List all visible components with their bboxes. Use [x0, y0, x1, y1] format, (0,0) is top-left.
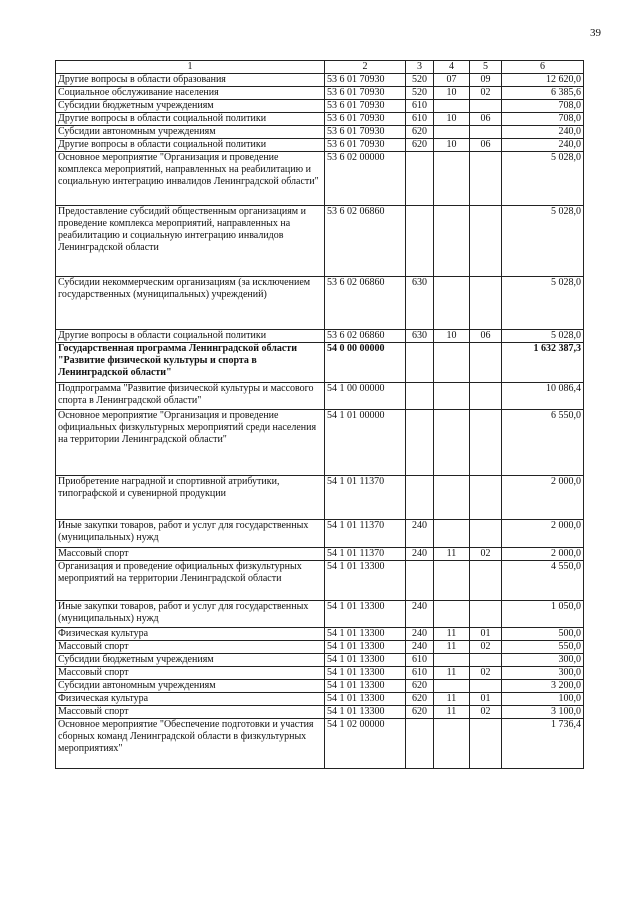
- amount: 3 100,0: [502, 706, 584, 719]
- subsection-code: 09: [470, 74, 502, 87]
- subsection-code: 06: [470, 139, 502, 152]
- expense-type-code: 620: [406, 139, 434, 152]
- row-name: Массовый спорт: [56, 548, 325, 561]
- row-name: Субсидии бюджетным учреждениям: [56, 100, 325, 113]
- expense-type-code: 620: [406, 126, 434, 139]
- table-row: [56, 383, 584, 410]
- table-row: [56, 476, 584, 520]
- subsection-code: [470, 100, 502, 113]
- budget-code: 54 1 01 11370: [325, 548, 406, 561]
- table-row: [56, 100, 584, 113]
- subsection-code: [470, 277, 502, 330]
- page-number: 39: [590, 27, 601, 39]
- subsection-code: [470, 476, 502, 520]
- section-code: [434, 601, 470, 628]
- section-code: [434, 719, 470, 769]
- subsection-code: [470, 206, 502, 277]
- amount: 4 550,0: [502, 561, 584, 601]
- subsection-code: [470, 520, 502, 548]
- amount: 3 200,0: [502, 680, 584, 693]
- table-row: [56, 548, 584, 561]
- column-number-header: 6: [502, 61, 584, 74]
- expense-type-code: 610: [406, 654, 434, 667]
- table-row: [56, 74, 584, 87]
- table-row: [56, 561, 584, 601]
- section-code: [434, 476, 470, 520]
- budget-code: 54 1 01 13300: [325, 601, 406, 628]
- subsection-code: 06: [470, 330, 502, 343]
- expense-type-code: 240: [406, 601, 434, 628]
- subsection-code: [470, 152, 502, 206]
- row-name: Субсидии автономным учреждениям: [56, 126, 325, 139]
- subsection-code: [470, 383, 502, 410]
- subsection-code: 02: [470, 641, 502, 654]
- table-row: [56, 706, 584, 719]
- amount: 100,0: [502, 693, 584, 706]
- expense-type-code: 610: [406, 667, 434, 680]
- budget-code: 53 6 01 70930: [325, 100, 406, 113]
- budget-code: 54 1 01 11370: [325, 520, 406, 548]
- subsection-code: [470, 601, 502, 628]
- amount: 5 028,0: [502, 206, 584, 277]
- budget-code: 54 1 01 13300: [325, 654, 406, 667]
- amount: 708,0: [502, 113, 584, 126]
- table-row: [56, 520, 584, 548]
- expense-type-code: 520: [406, 87, 434, 100]
- table-header-row: [56, 61, 584, 74]
- amount: 240,0: [502, 126, 584, 139]
- amount: 240,0: [502, 139, 584, 152]
- row-name: Иные закупки товаров, работ и услуг для государственных (муниципальных) нужд: [56, 601, 325, 628]
- table-row: [56, 206, 584, 277]
- subsection-code: 02: [470, 706, 502, 719]
- subsection-code: [470, 126, 502, 139]
- row-name: Субсидии некоммерческим организациям (за исключением государственных (муниципальных) учреждений): [56, 277, 325, 330]
- row-name: Социальное обслуживание населения: [56, 87, 325, 100]
- expense-type-code: [406, 152, 434, 206]
- column-number-header: 5: [470, 61, 502, 74]
- section-code: [434, 126, 470, 139]
- subsection-code: [470, 410, 502, 476]
- section-code: 11: [434, 548, 470, 561]
- amount: 5 028,0: [502, 277, 584, 330]
- expense-type-code: 620: [406, 706, 434, 719]
- subsection-code: [470, 719, 502, 769]
- amount: 500,0: [502, 628, 584, 641]
- subsection-code: 02: [470, 667, 502, 680]
- expense-type-code: 620: [406, 680, 434, 693]
- budget-code: 54 1 01 13300: [325, 641, 406, 654]
- section-code: 11: [434, 706, 470, 719]
- amount: 12 620,0: [502, 74, 584, 87]
- subsection-code: [470, 654, 502, 667]
- amount: 1 736,4: [502, 719, 584, 769]
- subsection-code: [470, 561, 502, 601]
- table-row: [56, 330, 584, 343]
- section-code: 11: [434, 628, 470, 641]
- row-name: Государственная программа Ленинградской области "Развитие физической культуры и спорта в Ленинградской области": [56, 343, 325, 383]
- budget-code: 54 1 01 13300: [325, 561, 406, 601]
- amount: 6 385,6: [502, 87, 584, 100]
- section-code: 07: [434, 74, 470, 87]
- amount: 5 028,0: [502, 152, 584, 206]
- section-code: 11: [434, 641, 470, 654]
- budget-code: 54 1 01 11370: [325, 476, 406, 520]
- expense-type-code: [406, 561, 434, 601]
- subsection-code: 06: [470, 113, 502, 126]
- row-name: Предоставление субсидий общественным организациям и проведение комплекса мероприятий, направленных на реабилитацию и социальную интеграцию инвалидов Ленинградской области: [56, 206, 325, 277]
- column-number-header: 1: [56, 61, 325, 74]
- budget-code: 53 6 02 06860: [325, 277, 406, 330]
- budget-code: 54 1 02 00000: [325, 719, 406, 769]
- expense-type-code: [406, 383, 434, 410]
- budget-code: 54 1 01 13300: [325, 667, 406, 680]
- amount: 2 000,0: [502, 548, 584, 561]
- budget-code: 54 1 01 13300: [325, 680, 406, 693]
- section-code: 10: [434, 87, 470, 100]
- amount: 6 550,0: [502, 410, 584, 476]
- table-row: [56, 680, 584, 693]
- section-code: [434, 680, 470, 693]
- table-row: [56, 277, 584, 330]
- section-code: [434, 152, 470, 206]
- table-row: [56, 719, 584, 769]
- table-row: [56, 628, 584, 641]
- section-code: [434, 520, 470, 548]
- subsection-code: [470, 343, 502, 383]
- subsection-code: 02: [470, 548, 502, 561]
- row-name: Организация и проведение официальных физкультурных мероприятий на территории Ленинградской области: [56, 561, 325, 601]
- budget-code: 53 6 01 70930: [325, 113, 406, 126]
- row-name: Физическая культура: [56, 628, 325, 641]
- amount: 550,0: [502, 641, 584, 654]
- expense-type-code: 610: [406, 100, 434, 113]
- table-row: [56, 126, 584, 139]
- table-row: [56, 139, 584, 152]
- row-name: Основное мероприятие "Организация и проведение комплекса мероприятий, направленных на реабилитацию и социальную интеграцию инвалидов Ленинградской области": [56, 152, 325, 206]
- section-code: [434, 654, 470, 667]
- amount: 1 050,0: [502, 601, 584, 628]
- section-code: [434, 206, 470, 277]
- expense-type-code: [406, 206, 434, 277]
- expense-type-code: 610: [406, 113, 434, 126]
- row-name: Субсидии автономным учреждениям: [56, 680, 325, 693]
- amount: 300,0: [502, 654, 584, 667]
- budget-code: 53 6 02 00000: [325, 152, 406, 206]
- amount: 10 086,4: [502, 383, 584, 410]
- row-name: Приобретение наградной и спортивной атрибутики, типографской и сувенирной продукции: [56, 476, 325, 520]
- table-row: [56, 113, 584, 126]
- expense-type-code: 240: [406, 548, 434, 561]
- row-name: Подпрограмма "Развитие физической культуры и массового спорта в Ленинградской области": [56, 383, 325, 410]
- amount: 2 000,0: [502, 520, 584, 548]
- expense-type-code: 240: [406, 520, 434, 548]
- section-code: [434, 383, 470, 410]
- budget-code: 53 6 01 70930: [325, 87, 406, 100]
- budget-code: 54 0 00 00000: [325, 343, 406, 383]
- budget-code: 53 6 02 06860: [325, 330, 406, 343]
- row-name: Массовый спорт: [56, 641, 325, 654]
- row-name: Массовый спорт: [56, 667, 325, 680]
- budget-code: 53 6 01 70930: [325, 126, 406, 139]
- section-code: [434, 343, 470, 383]
- table-row: [56, 667, 584, 680]
- budget-code: 53 6 01 70930: [325, 74, 406, 87]
- row-name: Субсидии бюджетным учреждениям: [56, 654, 325, 667]
- budget-code: 54 1 01 13300: [325, 693, 406, 706]
- amount: 5 028,0: [502, 330, 584, 343]
- row-name: Другие вопросы в области социальной политики: [56, 113, 325, 126]
- column-number-header: 4: [434, 61, 470, 74]
- amount: 2 000,0: [502, 476, 584, 520]
- expense-type-code: 240: [406, 628, 434, 641]
- expense-type-code: 520: [406, 74, 434, 87]
- section-code: [434, 410, 470, 476]
- amount: 1 632 387,3: [502, 343, 584, 383]
- budget-code: 54 1 01 13300: [325, 628, 406, 641]
- row-name: Массовый спорт: [56, 706, 325, 719]
- section-code: 10: [434, 330, 470, 343]
- table-row: [56, 693, 584, 706]
- subsection-code: 01: [470, 628, 502, 641]
- table-row: [56, 87, 584, 100]
- section-code: [434, 277, 470, 330]
- table-row: [56, 601, 584, 628]
- expense-type-code: [406, 719, 434, 769]
- row-name: Основное мероприятие "Обеспечение подготовки и участия сборных команд Ленинградской области в физкультурных мероприятиях": [56, 719, 325, 769]
- section-code: 10: [434, 113, 470, 126]
- expense-type-code: 240: [406, 641, 434, 654]
- column-number-header: 3: [406, 61, 434, 74]
- table-row: [56, 410, 584, 476]
- table-row: [56, 152, 584, 206]
- row-name: Физическая культура: [56, 693, 325, 706]
- expense-type-code: [406, 476, 434, 520]
- amount: 300,0: [502, 667, 584, 680]
- column-number-header: 2: [325, 61, 406, 74]
- expense-type-code: 630: [406, 277, 434, 330]
- section-code: [434, 561, 470, 601]
- amount: 708,0: [502, 100, 584, 113]
- expense-type-code: [406, 343, 434, 383]
- row-name: Другие вопросы в области социальной политики: [56, 139, 325, 152]
- expense-type-code: 620: [406, 693, 434, 706]
- budget-code: 54 1 00 00000: [325, 383, 406, 410]
- budget-code: 54 1 01 13300: [325, 706, 406, 719]
- table-row: [56, 654, 584, 667]
- budget-code: 53 6 01 70930: [325, 139, 406, 152]
- expense-type-code: 630: [406, 330, 434, 343]
- subsection-code: 01: [470, 693, 502, 706]
- budget-table: [55, 60, 584, 769]
- section-code: 11: [434, 693, 470, 706]
- row-name: Другие вопросы в области социальной политики: [56, 330, 325, 343]
- budget-code: 53 6 02 06860: [325, 206, 406, 277]
- row-name: Иные закупки товаров, работ и услуг для государственных (муниципальных) нужд: [56, 520, 325, 548]
- row-name: Основное мероприятие "Организация и проведение официальных физкультурных мероприятий среди населения на территории Ленинградской области": [56, 410, 325, 476]
- budget-code: 54 1 01 00000: [325, 410, 406, 476]
- subsection-code: [470, 680, 502, 693]
- table-row: [56, 343, 584, 383]
- row-name: Другие вопросы в области образования: [56, 74, 325, 87]
- section-code: [434, 100, 470, 113]
- section-code: 10: [434, 139, 470, 152]
- table-body: [56, 74, 584, 769]
- table-row: [56, 641, 584, 654]
- subsection-code: 02: [470, 87, 502, 100]
- expense-type-code: [406, 410, 434, 476]
- section-code: 11: [434, 667, 470, 680]
